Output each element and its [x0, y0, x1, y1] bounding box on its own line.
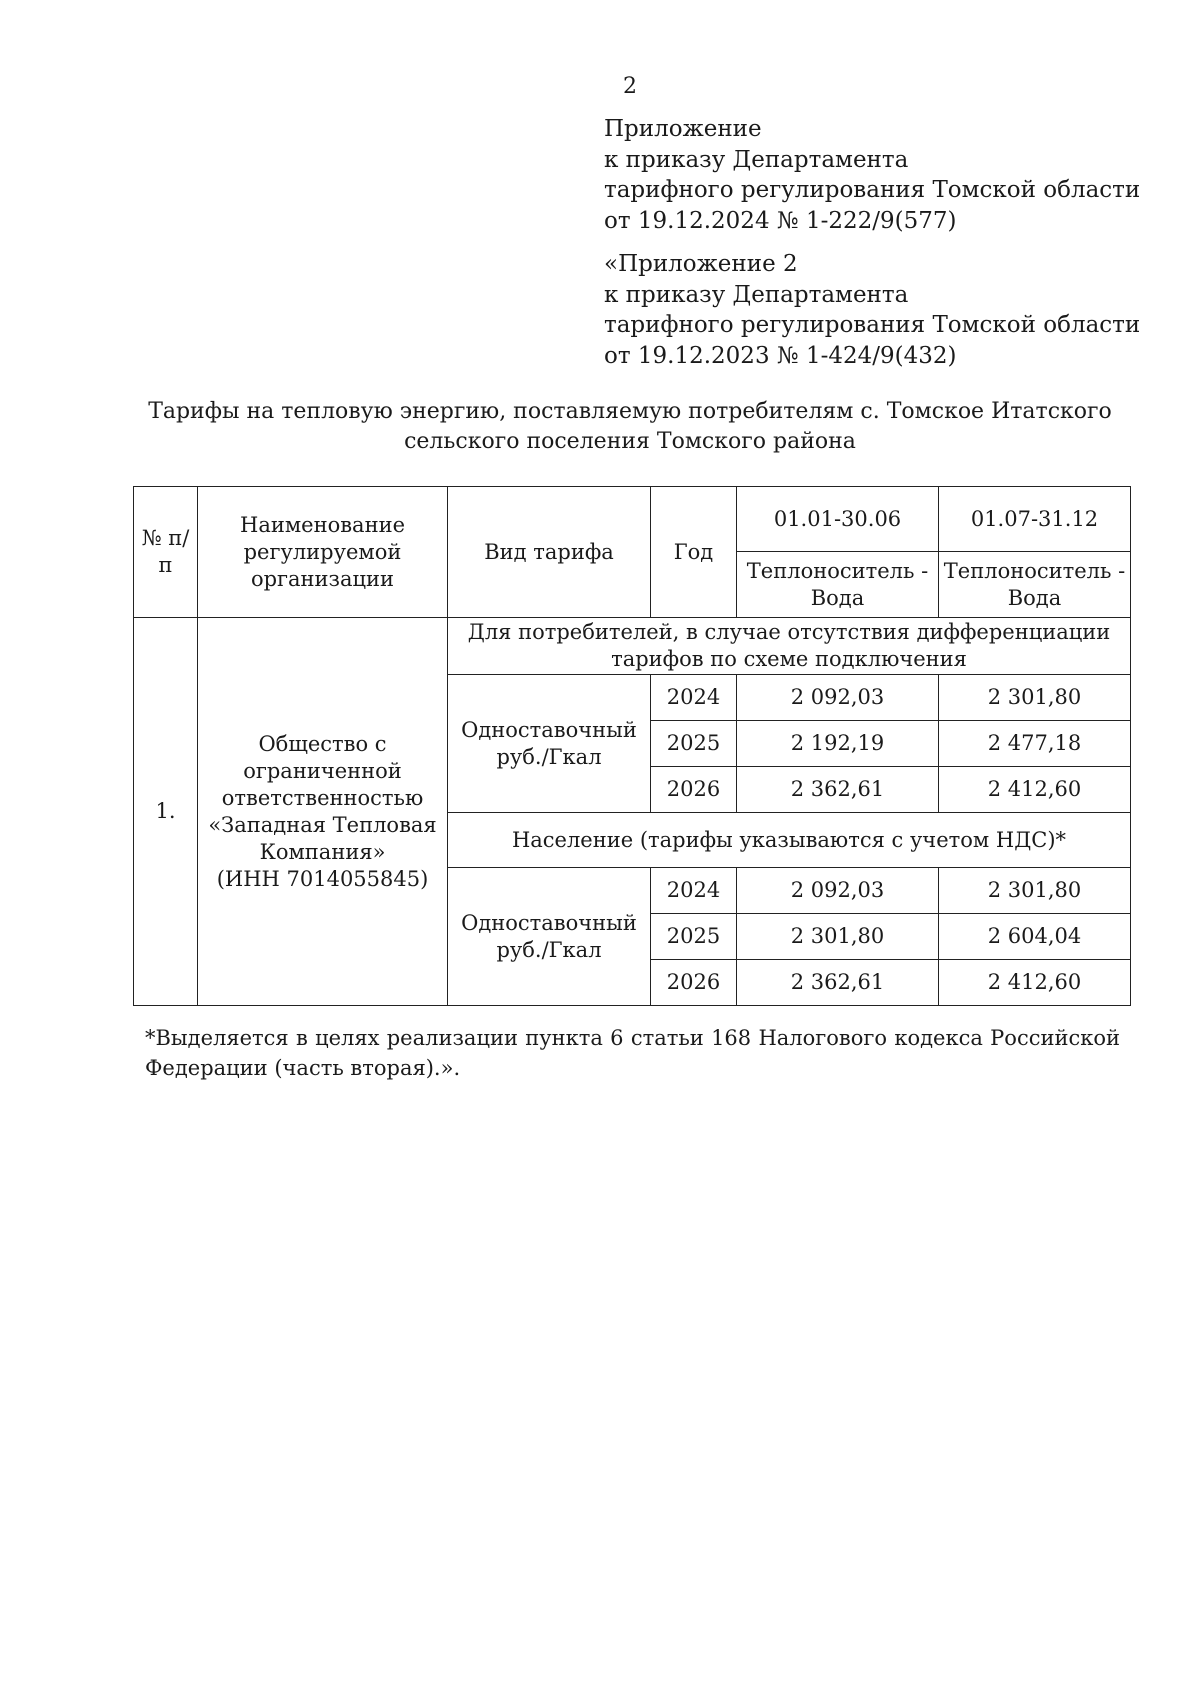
tariff-value-cell: 2 604,04 — [939, 914, 1131, 960]
header-period-2: 01.07-31.12 — [939, 487, 1131, 552]
year-cell: 2024 — [651, 868, 737, 914]
header-carrier-1: Теплоноситель - Вода — [737, 552, 939, 618]
tariff-value-cell: 2 192,19 — [737, 721, 939, 767]
tariff-value-cell: 2 092,03 — [737, 868, 939, 914]
tariff-value-cell: 2 092,03 — [737, 675, 939, 721]
year-cell: 2025 — [651, 914, 737, 960]
appendix-current-reference — [604, 114, 1140, 236]
organization-line: Компания» — [259, 839, 386, 864]
header-period-1: 01.01-30.06 — [737, 487, 939, 552]
organization-line: ответственностью — [221, 785, 424, 810]
tariff-table — [133, 486, 1131, 1006]
appendix-line: к приказу Департамента — [604, 146, 909, 173]
row-number: 1. — [134, 618, 198, 1006]
tariff-value-cell: 2 412,60 — [939, 767, 1131, 813]
header-organization: Наименование регулируемой организации — [198, 487, 448, 618]
header-tariff-type: Вид тарифа — [448, 487, 651, 618]
organization-line: (ИНН 7014055845) — [216, 866, 429, 891]
tariff-value-cell: 2 412,60 — [939, 960, 1131, 1006]
appendix-line: от 19.12.2024 № 1-222/9(577) — [604, 207, 957, 234]
tariff-value-cell: 2 301,80 — [939, 868, 1131, 914]
organization-line: Общество с — [258, 731, 387, 756]
year-cell: 2026 — [651, 767, 737, 813]
appendix-line: тарифного регулирования Томской области — [604, 177, 1141, 203]
title-line: Тарифы на тепловую энергию, поставляемую потребителям с. Томское Итатского — [148, 399, 1112, 424]
tariff-type-cell: Одноставочный руб./Гкал — [448, 675, 651, 813]
appendix-original-reference — [604, 249, 1140, 371]
tariff-value-cell: 2 362,61 — [737, 960, 939, 1006]
document-title — [130, 397, 1130, 457]
appendix-line: от 19.12.2023 № 1-424/9(432) — [604, 342, 957, 369]
tariff-value-cell: 2 301,80 — [939, 675, 1131, 721]
appendix-line: к приказу Департамента — [604, 281, 909, 308]
header-num: № п/п — [134, 487, 198, 618]
group-label: Для потребителей, в случае отсутствия дифференциации тарифов по схеме подключения — [448, 618, 1131, 675]
title-line: сельского поселения Томского района — [404, 429, 856, 454]
group-header-row — [134, 618, 1131, 675]
header-year: Год — [651, 487, 737, 618]
page-number: 2 — [623, 74, 637, 99]
tariff-value-cell: 2 477,18 — [939, 721, 1131, 767]
organization-line: «Западная Тепловая — [208, 812, 437, 837]
organization-name — [198, 618, 448, 1006]
group-label: Население (тарифы указываются с учетом НДС)* — [448, 813, 1131, 868]
footnote: *Выделяется в целях реализации пункта 6 статьи 168 Налогового кодекса Российской Федерации (часть вторая).». — [145, 1026, 1120, 1080]
organization-line: ограниченной — [243, 758, 402, 783]
header-carrier-2: Теплоноситель - Вода — [939, 552, 1131, 618]
year-cell: 2025 — [651, 721, 737, 767]
tariff-value-cell: 2 362,61 — [737, 767, 939, 813]
tariff-value-cell: 2 301,80 — [737, 914, 939, 960]
tariff-type-cell: Одноставочный руб./Гкал — [448, 868, 651, 1006]
table-header-row — [134, 487, 1131, 552]
appendix-line: тарифного регулирования Томской области — [604, 312, 1141, 338]
year-cell: 2026 — [651, 960, 737, 1006]
appendix-line: Приложение — [604, 116, 762, 142]
year-cell: 2024 — [651, 675, 737, 721]
appendix-line: «Приложение 2 — [604, 251, 798, 277]
